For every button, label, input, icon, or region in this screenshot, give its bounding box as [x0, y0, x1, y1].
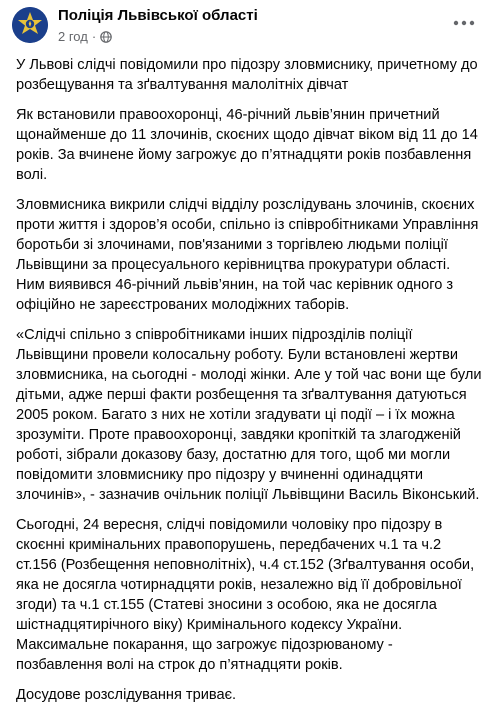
meta-separator: ·: [91, 29, 97, 44]
post-paragraph: Зловмисника викрили слідчі відділу розслідувань злочинів, скоєних проти життя і здоров’я особи, спільно із співробітниками Управління боротьби зі злочинами, пов'язаними з торгівлею людьми поліції Львівщини за процесуального керівництва прокуратури області. Ним виявився 46-річний львів’янин, на той час керівник одного з офіційно не зареєстрованих молодіжних таборів.: [16, 197, 479, 313]
post-paragraph: Досудове розслідування триває.: [16, 687, 237, 703]
post-paragraph-quote: «Слідчі спільно з співробітниками інших підрозділів поліції Львівщини провели колосальну роботу. Були встановлені жертви зловмисника, на сьогодні - молоді жінки. Але у той час вони ще були дітьми, адже перші факти розбещення та зґвалтування датуються 2005 роком. Багато з них не хотіли згадувати ці події – і їх можна зрозуміти. Проте правоохоронці, завдяки кропіткій та злагодженій роботі, зібрали доказову базу, достатню для того, щоб ми могли повідомити зловмиснику про підозру у вчиненні одинадцяти злочинів», - зазначив очільник поліції Львівщини Василь Віконський.: [16, 327, 482, 503]
more-dots-icon: [453, 20, 475, 26]
post-meta: [58, 29, 112, 44]
post-paragraph: Сьогодні, 24 вересня, слідчі повідомили чоловіку про підозру в скоєнні кримінальних правопорушень, передбачених ч.1 та ч.2 ст.156 (Розбещення неповнолітніх), ч.4 ст.152 (Зґвалтування особи, яка не досягла чотирнадцяти років, незалежно від її добровільної згоди) та ч.1 ст.155 (Статеві зносини з особою, яка не досягла шістнадцятирічного віку) Кримінального кодексу України. Максимальне покарання, що загрожує підозрюваному - позбавлення волі на строк до п’ятнадцяти років.: [16, 517, 475, 673]
page-name-link[interactable]: Поліція Львівської області: [58, 7, 258, 24]
police-badge-icon: [12, 7, 48, 43]
post-body: [16, 55, 482, 715]
post-paragraph: Як встановили правоохоронці, 46-річний львів’янин причетний щонайменше до 11 злочинів, скоєних щодо дівчат віком від 11 до 14 років. За вчинене йому загрожує до п’ятнадцяти років позбавлення волі.: [16, 107, 478, 183]
post-paragraph-headline: У Львові слідчі повідомили про підозру зловмиснику, причетному до розбещування та зґвалтування малолітніх дівчат: [16, 57, 478, 93]
more-options-button[interactable]: [450, 12, 478, 34]
post-header: [0, 0, 492, 50]
post-timestamp[interactable]: 2 год: [58, 29, 88, 44]
globe-icon[interactable]: [100, 31, 112, 43]
page-avatar[interactable]: [12, 7, 48, 43]
